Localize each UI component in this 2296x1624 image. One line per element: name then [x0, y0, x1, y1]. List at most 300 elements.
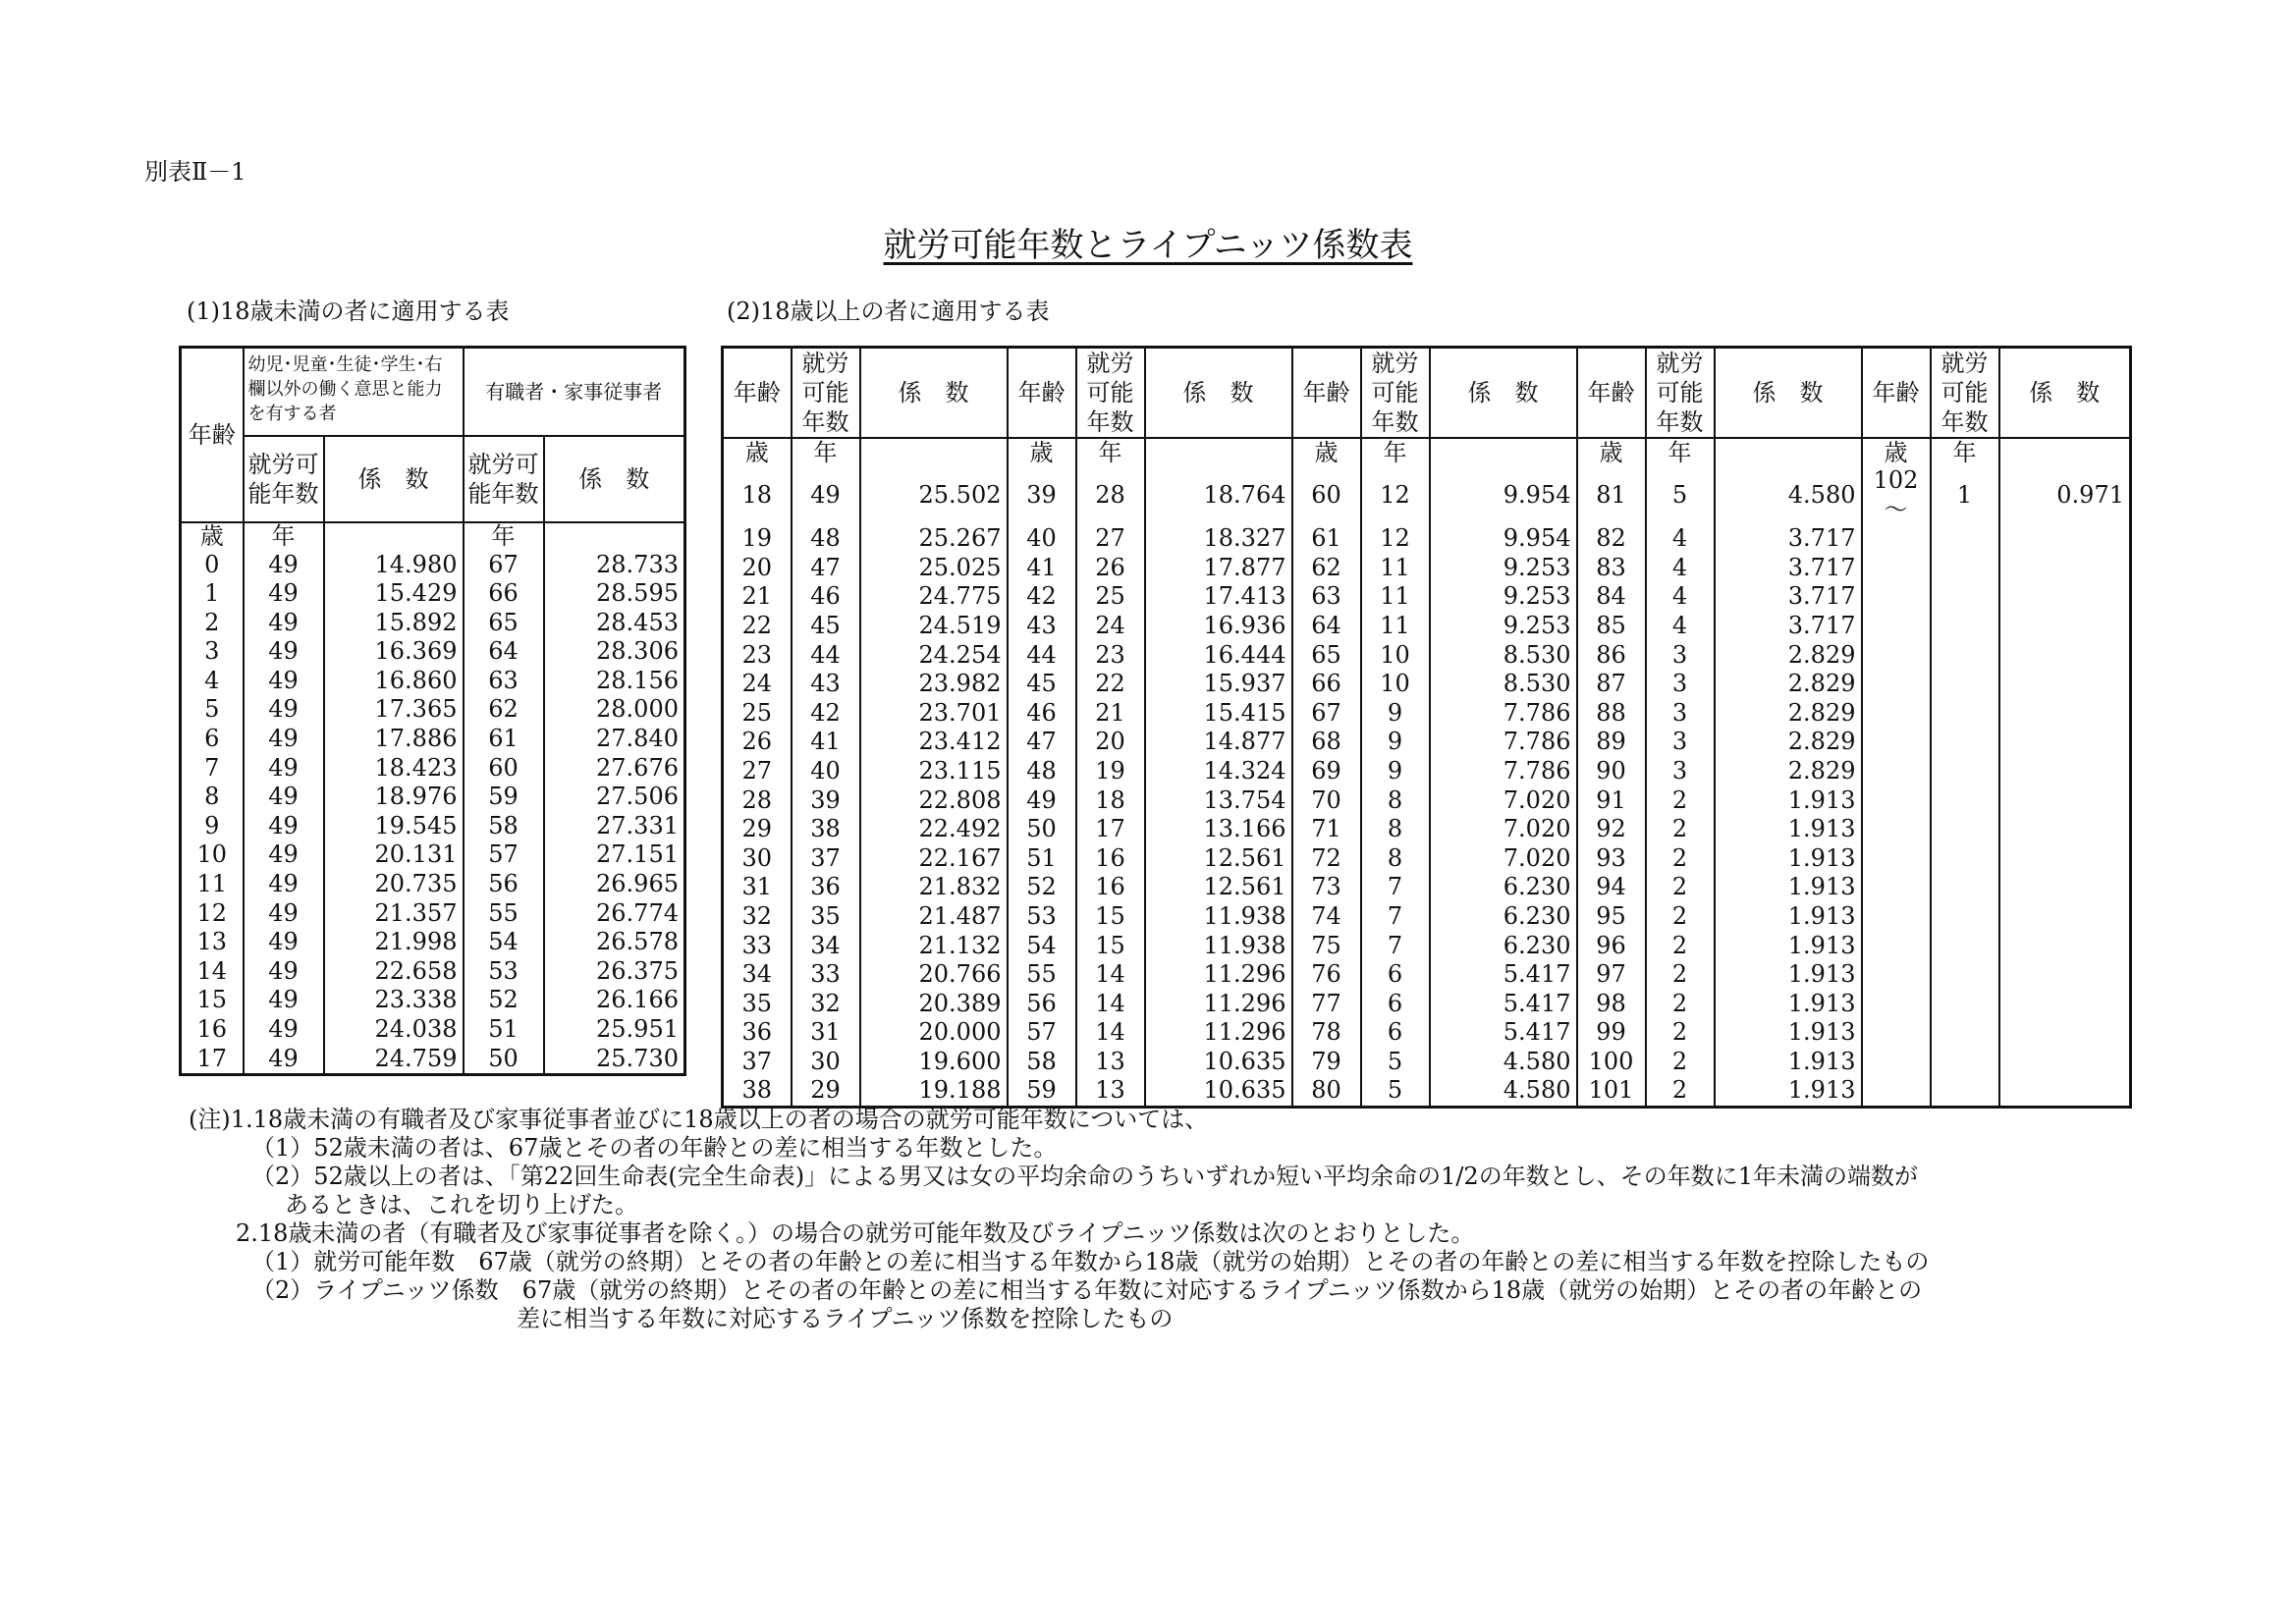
coef-cell: 19.600 [860, 1048, 1008, 1077]
years-cell: 26 [1076, 554, 1145, 583]
age-cell: 65 [1292, 641, 1361, 671]
unit-year: 年 [1076, 438, 1145, 466]
table-row [181, 754, 685, 784]
coef-cell: 28.000 [544, 695, 685, 725]
age-cell: 11 [181, 870, 244, 899]
coef-header: 係 数 [1715, 348, 1862, 439]
age-cell: 30 [723, 844, 792, 874]
years-cell: 11 [1361, 582, 1430, 612]
age-cell: 46 [1008, 699, 1076, 729]
years-cell: 15 [1076, 902, 1145, 932]
age-cell: 101 [1577, 1076, 1646, 1107]
coef-cell: 1.913 [1715, 932, 1862, 961]
coef-cell: 19.188 [860, 1076, 1008, 1107]
age-cell: 8 [181, 783, 244, 812]
coef-cell: 1.913 [1715, 873, 1862, 902]
coef-cell: 16.936 [1145, 612, 1292, 641]
years-cell: 6 [1361, 1018, 1430, 1048]
years-cell: 53 [464, 957, 544, 987]
coef-cell: 1.913 [1715, 1048, 1862, 1077]
age-header: 年齢 [1862, 348, 1931, 439]
table-row [723, 844, 2131, 874]
years-cell: 64 [464, 637, 544, 667]
age-cell: 95 [1577, 902, 1646, 932]
age-cell: 61 [1292, 524, 1361, 554]
age-cell: 77 [1292, 990, 1361, 1019]
coef-cell: 12.561 [1145, 873, 1292, 902]
age-cell: 64 [1292, 612, 1361, 641]
unit-age: 歳 [723, 438, 792, 466]
table-18-and-over [721, 346, 2132, 1109]
age-cell: 49 [1008, 786, 1076, 816]
years-cell: 2 [1646, 844, 1715, 874]
coef-cell: 18.976 [324, 783, 464, 812]
coef-cell: 17.877 [1145, 554, 1292, 583]
age-cell: 75 [1292, 932, 1361, 961]
years-cell: 39 [792, 786, 860, 816]
coef-cell: 13.166 [1145, 815, 1292, 844]
age-cell: 9 [181, 812, 244, 841]
age-cell: 74 [1292, 902, 1361, 932]
table-row [723, 902, 2131, 932]
coef-cell: 3.717 [1715, 612, 1862, 641]
coef-cell: 21.357 [324, 899, 464, 929]
years-cell: 4 [1646, 582, 1715, 612]
note-line: （2）ライプニッツ係数 67歳（就労の終期）とその者の年齢との差に相当する年数に対応するライプニッツ係数から18歳（就労の始期）とその者の年齢との [251, 1276, 1923, 1304]
years-cell: 2 [1646, 1018, 1715, 1048]
age-cell: 99 [1577, 1018, 1646, 1048]
years-cell: 49 [244, 551, 324, 580]
age-cell: 21 [723, 582, 792, 612]
age-cell: 68 [1292, 728, 1361, 757]
coef-cell: 21.832 [860, 873, 1008, 902]
coef-cell: 2.829 [1715, 699, 1862, 729]
coef-cell: 9.253 [1430, 582, 1577, 612]
coef-cell: 12.561 [1145, 844, 1292, 874]
coef-cell: 9.954 [1430, 466, 1577, 524]
table-row [181, 986, 685, 1015]
table-row [181, 1045, 685, 1075]
age-cell: 83 [1577, 554, 1646, 583]
age-cell: 54 [1008, 932, 1076, 961]
years-cell: 51 [464, 1015, 544, 1045]
age-cell: 14 [181, 957, 244, 987]
coef-cell: 1.913 [1715, 960, 1862, 990]
coef-cell: 15.415 [1145, 699, 1292, 729]
age-cell: 22 [723, 612, 792, 641]
age-cell: 10 [181, 840, 244, 870]
coef-header: 係 数 [324, 436, 464, 522]
coef-cell: 26.375 [544, 957, 685, 987]
coef-cell: 14.877 [1145, 728, 1292, 757]
coef-cell: 19.545 [324, 812, 464, 841]
years-cell: 46 [792, 582, 860, 612]
age-cell: 45 [1008, 670, 1076, 699]
years-cell: 2 [1646, 1076, 1715, 1107]
years-cell: 11 [1361, 554, 1430, 583]
years-cell: 66 [464, 579, 544, 609]
coef-cell: 20.000 [860, 1018, 1008, 1048]
table-row [181, 783, 685, 812]
years-cell: 28 [1076, 466, 1145, 524]
coef-cell: 24.038 [324, 1015, 464, 1045]
coef-cell: 27.506 [544, 783, 685, 812]
coef-cell: 11.296 [1145, 990, 1292, 1019]
age-cell: 34 [723, 960, 792, 990]
coef-cell: 18.423 [324, 754, 464, 784]
years-cell: 4 [1646, 554, 1715, 583]
years-cell: 5 [1361, 1076, 1430, 1107]
years-cell: 2 [1646, 902, 1715, 932]
coef-cell: 25.267 [860, 524, 1008, 554]
age-cell: 32 [723, 902, 792, 932]
table-row [723, 670, 2131, 699]
age-cell: 42 [1008, 582, 1076, 612]
age-cell: 27 [723, 757, 792, 786]
age-cell: 40 [1008, 524, 1076, 554]
coef-cell: 7.020 [1430, 786, 1577, 816]
age-cell: 79 [1292, 1048, 1361, 1077]
age-cell: 41 [1008, 554, 1076, 583]
years-header: 就労可能年数 [1646, 348, 1715, 439]
age-cell: 86 [1577, 641, 1646, 671]
age-cell: 67 [1292, 699, 1361, 729]
age-cell: 92 [1577, 815, 1646, 844]
age-cell: 19 [723, 524, 792, 554]
coef-cell: 22.492 [860, 815, 1008, 844]
years-cell: 49 [244, 579, 324, 609]
coef-cell: 1.913 [1715, 844, 1862, 874]
coef-cell: 7.786 [1430, 757, 1577, 786]
years-cell: 36 [792, 873, 860, 902]
age-cell: 7 [181, 754, 244, 784]
table-row [181, 609, 685, 638]
years-cell: 2 [1646, 786, 1715, 816]
age-cell: 2 [181, 609, 244, 638]
years-header: 就労可能年数 [464, 436, 544, 522]
years-cell: 42 [792, 699, 860, 729]
age-cell: 31 [723, 873, 792, 902]
years-cell: 49 [244, 899, 324, 929]
coef-cell: 17.413 [1145, 582, 1292, 612]
coef-cell: 24.759 [324, 1045, 464, 1075]
age-cell: 80 [1292, 1076, 1361, 1107]
years-cell: 11 [1361, 612, 1430, 641]
coef-cell: 26.578 [544, 928, 685, 957]
table-row [181, 812, 685, 841]
age-cell: 37 [723, 1048, 792, 1077]
unit-year: 年 [1361, 438, 1430, 466]
age-cell: 89 [1577, 728, 1646, 757]
coef-cell: 20.389 [860, 990, 1008, 1019]
years-cell: 29 [792, 1076, 860, 1107]
years-cell: 12 [1361, 466, 1430, 524]
coef-cell: 3.717 [1715, 554, 1862, 583]
years-cell: 13 [1076, 1076, 1145, 1107]
coef-cell: 25.730 [544, 1045, 685, 1075]
age-cell: 88 [1577, 699, 1646, 729]
coef-cell: 25.502 [860, 466, 1008, 524]
years-cell: 49 [244, 1015, 324, 1045]
years-cell: 7 [1361, 932, 1430, 961]
years-cell: 33 [792, 960, 860, 990]
years-cell: 40 [792, 757, 860, 786]
age-cell: 16 [181, 1015, 244, 1045]
years-cell: 52 [464, 986, 544, 1015]
coef-cell: 6.230 [1430, 902, 1577, 932]
years-cell: 7 [1361, 873, 1430, 902]
coef-header: 係 数 [1145, 348, 1292, 439]
coef-cell: 20.766 [860, 960, 1008, 990]
age-cell: 17 [181, 1045, 244, 1075]
coef-cell: 27.840 [544, 725, 685, 754]
years-cell: 19 [1076, 757, 1145, 786]
years-cell: 16 [1076, 844, 1145, 874]
coef-cell: 21.487 [860, 902, 1008, 932]
age-cell: 1 [181, 579, 244, 609]
age-cell: 100 [1577, 1048, 1646, 1077]
age-cell: 81 [1577, 466, 1646, 524]
age-cell: 93 [1577, 844, 1646, 874]
age-header: 年齢 [1292, 348, 1361, 439]
coef-cell: 1.913 [1715, 815, 1862, 844]
age-cell: 35 [723, 990, 792, 1019]
years-cell: 8 [1361, 844, 1430, 874]
years-header: 就労可能年数 [792, 348, 860, 439]
years-cell: 59 [464, 783, 544, 812]
coef-cell: 6.230 [1430, 932, 1577, 961]
age-header: 年齢 [723, 348, 792, 439]
years-cell: 49 [244, 957, 324, 987]
years-cell: 63 [464, 667, 544, 696]
coef-cell: 23.412 [860, 728, 1008, 757]
coef-cell: 5.417 [1430, 990, 1577, 1019]
years-cell: 8 [1361, 786, 1430, 816]
age-cell: 96 [1577, 932, 1646, 961]
page-title: 就労可能年数とライプニッツ係数表 [883, 226, 1413, 265]
coef-cell: 28.306 [544, 637, 685, 667]
years-cell: 5 [1361, 1048, 1430, 1077]
age-header: 年齢 [181, 348, 244, 522]
coef-cell: 1.913 [1715, 1076, 1862, 1107]
years-cell: 9 [1361, 699, 1430, 729]
coef-cell: 18.764 [1145, 466, 1292, 524]
years-cell: 45 [792, 612, 860, 641]
years-cell: 60 [464, 754, 544, 784]
age-cell: 0 [181, 551, 244, 580]
coef-header: 係 数 [860, 348, 1008, 439]
years-header: 就労可能年数 [1361, 348, 1430, 439]
age-cell: 13 [181, 928, 244, 957]
coef-cell: 3.717 [1715, 582, 1862, 612]
age-cell: 6 [181, 725, 244, 754]
age-cell: 72 [1292, 844, 1361, 874]
age-cell: 73 [1292, 873, 1361, 902]
table-row [181, 1015, 685, 1045]
age-cell: 44 [1008, 641, 1076, 671]
document-label: 別表Ⅱ－1 [144, 158, 246, 186]
table-row [723, 815, 2131, 844]
table-row [723, 1048, 2131, 1077]
years-cell: 57 [464, 840, 544, 870]
age-cell: 78 [1292, 1018, 1361, 1048]
years-cell: 5 [1646, 466, 1715, 524]
coef-cell: 4.580 [1715, 466, 1862, 524]
coef-cell: 9.954 [1430, 524, 1577, 554]
age-cell: 51 [1008, 844, 1076, 874]
years-cell: 35 [792, 902, 860, 932]
table-row [723, 1076, 2131, 1107]
years-cell: 3 [1646, 670, 1715, 699]
group2-header: 有職者・家事従事者 [464, 348, 685, 436]
coef-cell: 2.829 [1715, 757, 1862, 786]
age-cell: 5 [181, 695, 244, 725]
years-cell: 8 [1361, 815, 1430, 844]
age-cell: 76 [1292, 960, 1361, 990]
years-cell: 65 [464, 609, 544, 638]
coef-cell: 28.156 [544, 667, 685, 696]
notes [189, 1106, 1929, 1333]
table-row [723, 524, 2131, 554]
age-cell: 82 [1577, 524, 1646, 554]
coef-cell: 17.365 [324, 695, 464, 725]
table-row [181, 899, 685, 929]
years-cell: 2 [1646, 815, 1715, 844]
coef-cell: 24.519 [860, 612, 1008, 641]
years-cell: 38 [792, 815, 860, 844]
age-cell: 56 [1008, 990, 1076, 1019]
note-line: （1）52歳未満の者は、67歳とその者の年齢との差に相当する年数とした。 [251, 1134, 1058, 1162]
years-cell: 67 [464, 551, 544, 580]
coef-cell: 15.937 [1145, 670, 1292, 699]
coef-cell: 14.980 [324, 551, 464, 580]
years-cell: 14 [1076, 990, 1145, 1019]
age-cell: 38 [723, 1076, 792, 1107]
years-header: 就労可能年数 [244, 436, 324, 522]
unit-age: 歳 [1008, 438, 1076, 466]
years-cell: 2 [1646, 873, 1715, 902]
years-cell: 12 [1361, 524, 1430, 554]
years-cell: 2 [1646, 960, 1715, 990]
coef-cell: 5.417 [1430, 1018, 1577, 1048]
age-cell: 43 [1008, 612, 1076, 641]
coef-cell: 13.754 [1145, 786, 1292, 816]
years-cell: 49 [244, 725, 324, 754]
coef-cell: 28.595 [544, 579, 685, 609]
coef-cell: 24.254 [860, 641, 1008, 671]
coef-cell: 15.429 [324, 579, 464, 609]
years-cell: 20 [1076, 728, 1145, 757]
years-cell: 7 [1361, 902, 1430, 932]
years-cell: 2 [1646, 932, 1715, 961]
age-cell: 85 [1577, 612, 1646, 641]
years-cell: 17 [1076, 815, 1145, 844]
age-cell: 50 [1008, 815, 1076, 844]
years-cell: 47 [792, 554, 860, 583]
table-row [723, 612, 2131, 641]
table-under-18 [179, 346, 686, 1076]
coef-cell: 22.808 [860, 786, 1008, 816]
note-line: （2）52歳以上の者は、「第22回生命表(完全生命表)」による男又は女の平均余命のうちいずれか短い平均余命の1/2の年数とし、その年数に1年未満の端数が [251, 1163, 1918, 1190]
years-cell: 30 [792, 1048, 860, 1077]
coef-cell: 26.774 [544, 899, 685, 929]
table-row [181, 957, 685, 987]
age-cell: 3 [181, 637, 244, 667]
coef-cell: 25.025 [860, 554, 1008, 583]
years-cell: 21 [1076, 699, 1145, 729]
table-row [723, 554, 2131, 583]
age-cell: 48 [1008, 757, 1076, 786]
coef-cell: 20.131 [324, 840, 464, 870]
coef-cell: 1.913 [1715, 902, 1862, 932]
age-cell: 57 [1008, 1018, 1076, 1048]
age-cell: 66 [1292, 670, 1361, 699]
coef-cell: 2.829 [1715, 728, 1862, 757]
unit-age: 歳 [1577, 438, 1646, 466]
table-row [181, 725, 685, 754]
years-cell: 58 [464, 812, 544, 841]
years-cell: 10 [1361, 670, 1430, 699]
coef-cell: 1.913 [1715, 786, 1862, 816]
age-cell: 39 [1008, 466, 1076, 524]
age-cell: 20 [723, 554, 792, 583]
coef-cell: 4.580 [1430, 1048, 1577, 1077]
years-cell: 2 [1646, 1048, 1715, 1077]
coef-cell: 24.775 [860, 582, 1008, 612]
years-cell: 54 [464, 928, 544, 957]
years-cell: 4 [1646, 524, 1715, 554]
table-row [723, 873, 2131, 902]
coef-cell: 22.167 [860, 844, 1008, 874]
group1-header: 幼児･児童･生徒･学生･右欄以外の働く意思と能力を有する者 [244, 348, 464, 436]
age-header: 年齢 [1008, 348, 1076, 439]
years-cell: 49 [244, 667, 324, 696]
years-cell: 14 [1076, 1018, 1145, 1048]
table-row [723, 757, 2131, 786]
years-cell: 3 [1646, 757, 1715, 786]
age-cell: 33 [723, 932, 792, 961]
age-cell: 60 [1292, 466, 1361, 524]
table-row [181, 579, 685, 609]
years-cell: 3 [1646, 641, 1715, 671]
years-cell: 3 [1646, 728, 1715, 757]
years-cell: 24 [1076, 612, 1145, 641]
coef-cell: 11.938 [1145, 932, 1292, 961]
note-line: (注)1.18歳未満の有職者及び家事従事者並びに18歳以上の者の場合の就労可能年数については、 [189, 1106, 1209, 1133]
table-row [181, 840, 685, 870]
coef-header: 係 数 [1430, 348, 1577, 439]
table-row [723, 960, 2131, 990]
coef-cell: 3.717 [1715, 524, 1862, 554]
age-cell: 94 [1577, 873, 1646, 902]
years-cell: 49 [244, 840, 324, 870]
note-line: （1）就労可能年数 67歳（就労の終期）とその者の年齢との差に相当する年数から18歳（就労の始期）とその者の年齢との差に相当する年数を控除したもの [251, 1248, 1930, 1275]
table-row [723, 466, 2131, 524]
years-cell: 27 [1076, 524, 1145, 554]
years-cell: 49 [244, 1045, 324, 1075]
years-cell: 49 [244, 637, 324, 667]
years-cell: 32 [792, 990, 860, 1019]
years-cell: 16 [1076, 873, 1145, 902]
coef-cell: 5.417 [1430, 960, 1577, 990]
table-row [723, 1018, 2131, 1048]
table-row [723, 699, 2131, 729]
years-cell: 1 [1931, 466, 1999, 524]
coef-cell: 23.115 [860, 757, 1008, 786]
unit-age: 歳 [181, 522, 244, 551]
coef-cell: 20.735 [324, 870, 464, 899]
table-row [723, 786, 2131, 816]
